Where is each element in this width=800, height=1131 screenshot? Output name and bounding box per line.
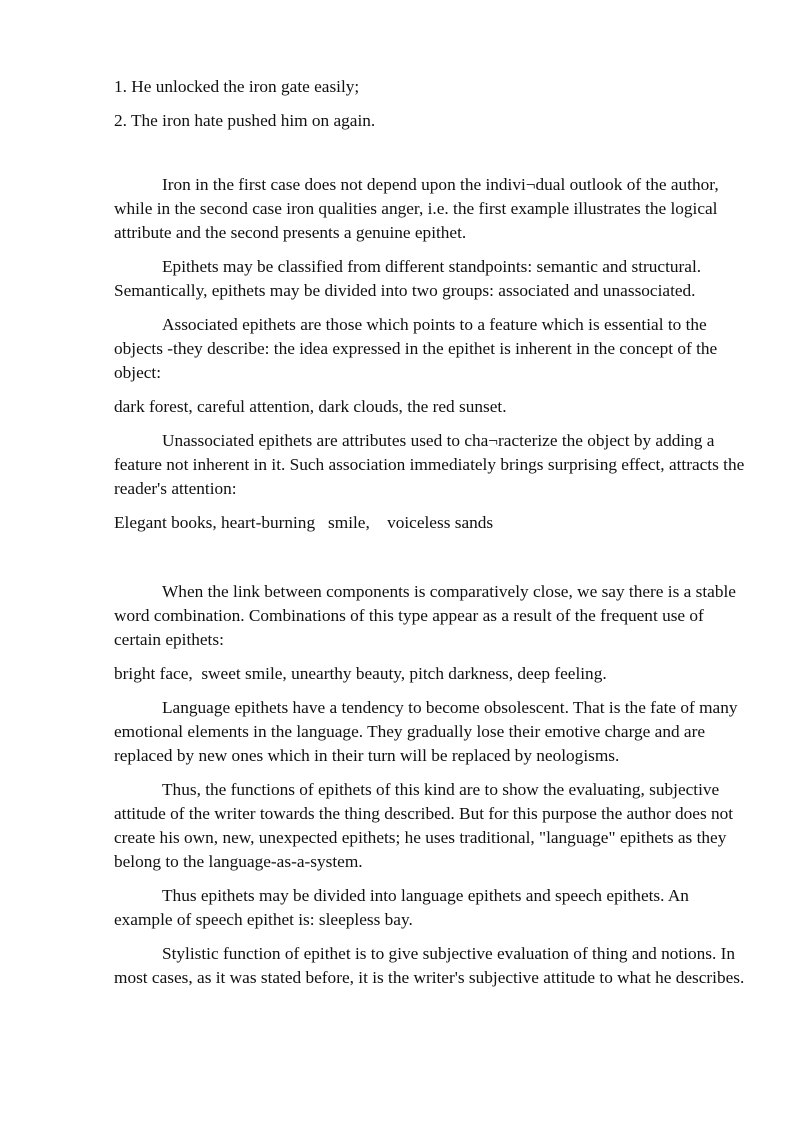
paragraph-unassociated-epithets: Unassociated epithets are attributes used to cha¬racterize the object by adding a feature not inherent in it. Such association immediately brings surprising effect, attracts the reader's attention: <box>114 431 745 498</box>
example-unassociated: Elegant books, heart-burning smile, voiceless sands <box>114 513 494 532</box>
example-stable-combination: bright face, sweet smile, unearthy beauty, pitch darkness, deep feeling. <box>114 664 607 683</box>
list-item-1: 1. He unlocked the iron gate easily; <box>114 77 360 96</box>
spacer <box>114 133 750 173</box>
paragraph-classification: Epithets may be classified from different standpoints: semantic and structural. Semantically, epithets may be divided into two groups: associated and unassociated. <box>114 257 702 300</box>
paragraph-speech-epithets: Thus epithets may be divided into language epithets and speech epithets. An example of speech epithet is: sleepless bay. <box>114 886 689 929</box>
paragraph-associated-epithets: Associated epithets are those which points to a feature which is essential to the objects -they describe: the idea expressed in the epithet is inherent in the concept of the object: <box>114 315 718 382</box>
spacer <box>114 545 750 580</box>
paragraph-functions: Thus, the functions of epithets of this kind are to show the evaluating, subjective attitude of the writer towards the thing described. But for this purpose the author does not create his own, new, unexpected epithets; he uses traditional, "language" epithets as they belong to the language-as-a-system. <box>114 780 734 871</box>
list-item-2: 2. The iron hate pushed him on again. <box>114 111 376 130</box>
example-associated: dark forest, careful attention, dark clouds, the red sunset. <box>114 397 507 416</box>
document-page <box>114 75 750 1000</box>
paragraph-stable-combination: When the link between components is comparatively close, we say there is a stable word combination. Combinations of this type appear as a result of the frequent use of certain epithets: <box>114 582 736 649</box>
paragraph-stylistic-function: Stylistic function of epithet is to give subjective evaluation of thing and notions. In most cases, as it was stated before, it is the writer's subjective attitude to what he describes. <box>114 944 745 987</box>
paragraph-iron-explanation: Iron in the first case does not depend upon the indivi¬dual outlook of the author, while in the second case iron qualities anger, i.e. the first example illustrates the logical attribute and the second presents a genuine epithet. <box>114 175 719 242</box>
paragraph-language-epithets: Language epithets have a tendency to become obsolescent. That is the fate of many emotional elements in the language. They gradually lose their emotive charge and are replaced by new ones which in their turn will be replaced by neologisms. <box>114 698 738 765</box>
